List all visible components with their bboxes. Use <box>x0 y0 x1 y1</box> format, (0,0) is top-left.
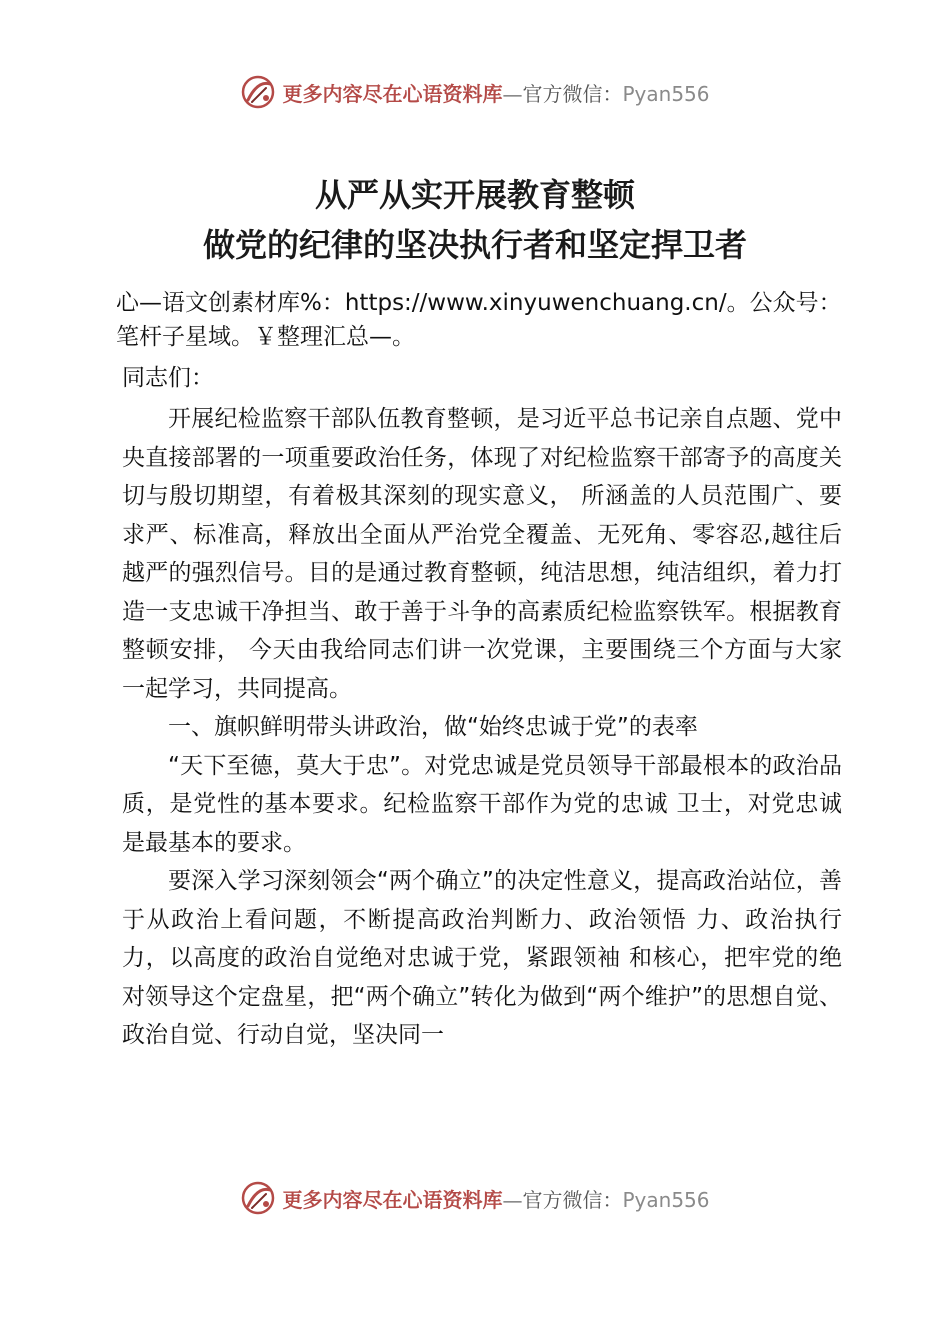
source-note: 心—语文创素材库%：https://www.xinyuwenchuang.cn/。公众号：笔杆子星域。￥整理汇总—。 <box>116 290 842 350</box>
banner-text <box>282 1184 709 1213</box>
banner-text <box>282 78 709 107</box>
document-title <box>0 170 950 270</box>
salutation: 同志们： <box>122 365 214 391</box>
header-banner <box>0 70 950 114</box>
banner-official-label: 官方微信： <box>522 1187 623 1212</box>
paragraph-loyalty: “天下至德，莫大于忠”。对党忠诚是党员领导干部最根本的政治品质，是党性的基本要求。纪检监察干部作为党的忠诚 卫士，对党忠诚是最基本的要求。 <box>122 752 842 856</box>
paragraph-intro: 开展纪检监察干部队伍教育整顿，是习近平总书记亲自点题、党中央直接部署的一项重要政治任务，体现了对纪检监察干部寄予的高度关切与殷切期望，有着极其深刻的现实意义， 所涵盖的人员范围广、要求严、标准高，释放出全面从严治党全覆盖、无死角、零容忍,越往后越严的强烈信号。目的是通过教育整顿，纯洁思想，纯洁组织，着力打造一支忠诚干净担当、敢于善于斗争的高素质纪检监察铁军。根据教育整顿安排， 今天由我给同志们讲一次党课，主要围绕三个方面与大家一起学习，共同提高。 <box>122 406 842 702</box>
banner-wechat-id: Pyan556 <box>622 81 710 106</box>
banner-wechat-id: Pyan556 <box>622 1187 710 1212</box>
banner-dash: — <box>502 1187 523 1212</box>
banner-dash: — <box>502 81 523 106</box>
logo-icon <box>240 74 276 110</box>
title-line-1: 从严从实开展教育整顿 <box>314 176 635 214</box>
document-body <box>122 400 842 1055</box>
paragraph-two-establishments: 要深入学习深刻领会“两个确立”的决定性意义，提高政治站位，善于从政治上看问题，不断提高政治判断力、政治领悟 力、政治执行力，以高度的政治自觉绝对忠诚于党，紧跟领袖 和核心，把牢党的绝对领导这个定盘星，把“两个确立”转化为做到“两个维护”的思想自觉、政治自觉、行动自觉，坚决同一 <box>122 868 842 1048</box>
logo-icon <box>240 1180 276 1216</box>
section-heading-1: 一、旗帜鲜明带头讲政治，做“始终忠诚于党”的表率 <box>168 714 698 740</box>
banner-main-text: 更多内容尽在心语资料库 <box>282 81 503 106</box>
banner-main-text: 更多内容尽在心语资料库 <box>282 1187 503 1212</box>
footer-banner <box>0 1176 950 1220</box>
title-line-2: 做党的纪律的坚决执行者和坚定捍卫者 <box>202 226 747 264</box>
banner-official-label: 官方微信： <box>522 81 623 106</box>
